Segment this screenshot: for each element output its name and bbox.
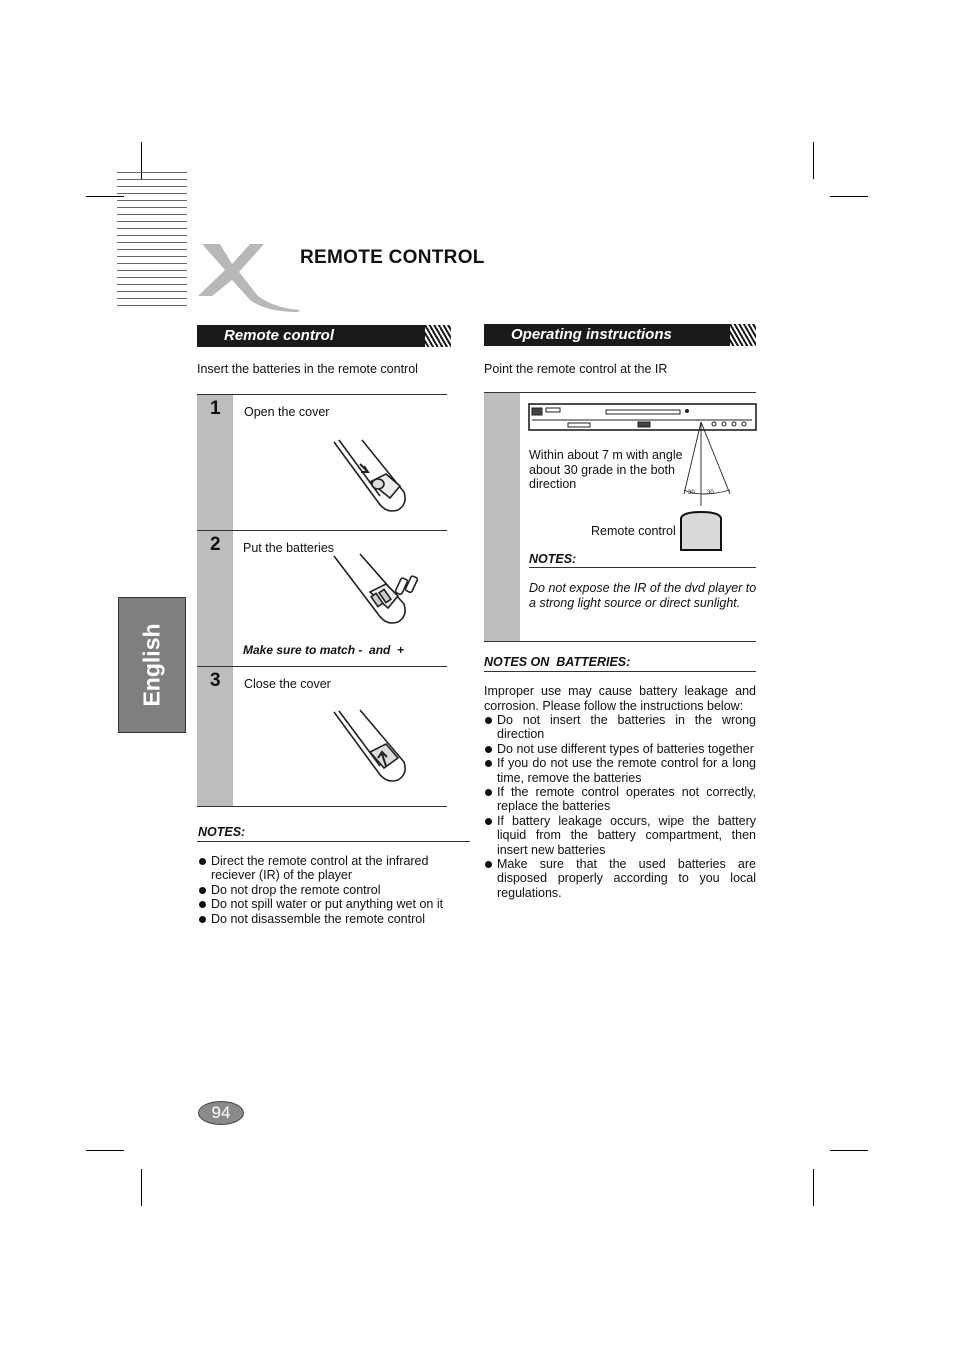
list-item: Direct the remote control at the infrared reciever (IR) of the player: [198, 854, 458, 883]
step-text: Open the cover: [244, 405, 330, 419]
step-text: Put the batteries: [243, 541, 335, 555]
crop-mark: [813, 142, 814, 179]
battery-notes-list: [484, 713, 756, 900]
right-intro: Point the remote control at the IR: [484, 362, 668, 376]
x-logo-icon: [194, 240, 304, 314]
divider: [197, 530, 447, 531]
crop-mark: [830, 1150, 868, 1151]
list-item: Do not use different types of batteries together: [484, 742, 756, 756]
remote-control-icon: [679, 510, 723, 552]
remote-batteries-icon: [330, 552, 424, 632]
crop-mark: [86, 1150, 124, 1151]
list-item: If the remote control operates not correctly, replace the batteries: [484, 785, 756, 814]
crop-mark: [141, 1169, 142, 1206]
list-item: Make sure that the used batteries are disposed properly according to you local regulations.: [484, 857, 756, 900]
remote-open-cover-icon: [330, 436, 414, 522]
battery-notes-heading: NOTES ON BATTERIES:: [484, 655, 631, 669]
left-notes-list: [198, 854, 458, 926]
page-number: 94: [198, 1101, 244, 1125]
angle-right-label: 30: [707, 490, 714, 496]
page-title: REMOTE CONTROL: [300, 247, 485, 268]
list-item: If you do not use the remote control for a long time, remove the batteries: [484, 756, 756, 785]
step-number: 1: [210, 398, 221, 419]
angle-left-label: 30: [688, 490, 695, 496]
battery-intro: Improper use may cause battery leakage and corrosion. Please follow the instructions below:: [484, 684, 756, 713]
divider: [197, 666, 447, 667]
divider: [197, 841, 470, 842]
step-text: Close the cover: [244, 677, 331, 691]
section-bar-operating-instructions: [484, 324, 756, 346]
step-column: [197, 395, 233, 806]
language-tab: [118, 597, 186, 733]
box-notes-heading: NOTES:: [529, 552, 577, 566]
remote-control-label: Remote control: [591, 524, 676, 538]
divider: [484, 392, 756, 393]
list-item: Do not drop the remote control: [198, 883, 458, 897]
list-item: Do not spill water or put anything wet on it: [198, 897, 458, 911]
step-number: 3: [210, 670, 221, 691]
ir-box-side-bar: [484, 393, 520, 641]
step-number: 2: [210, 534, 221, 555]
range-text: Within about 7 m with angle about 30 grade in the both direction: [529, 448, 683, 491]
divider: [197, 806, 447, 807]
hatch-decoration: [425, 325, 451, 347]
list-item: Do not insert the batteries in the wrong direction: [484, 713, 756, 742]
section-bar-remote-control: [197, 325, 451, 347]
left-intro: Insert the batteries in the remote control: [197, 362, 418, 376]
divider: [484, 671, 756, 672]
box-notes-text: Do not expose the IR of the dvd player to a strong light source or direct sunlight.: [529, 581, 757, 610]
header-stripes: [117, 172, 187, 312]
crop-mark: [830, 196, 868, 197]
left-notes-heading: NOTES:: [198, 825, 246, 839]
list-item: If battery leakage occurs, wipe the battery liquid from the battery compartment, then insert new batteries: [484, 814, 756, 857]
section-title: Operating instructions: [511, 326, 672, 343]
divider: [529, 567, 756, 568]
section-title: Remote control: [224, 327, 335, 344]
polarity-note: Make sure to match - and +: [243, 643, 405, 657]
crop-mark: [813, 1169, 814, 1206]
list-item: Do not disassemble the remote control: [198, 912, 458, 926]
remote-close-cover-icon: [330, 708, 414, 792]
divider: [197, 394, 447, 395]
language-tab-label: English: [138, 623, 165, 707]
divider: [484, 641, 756, 642]
hatch-decoration: [730, 324, 756, 346]
